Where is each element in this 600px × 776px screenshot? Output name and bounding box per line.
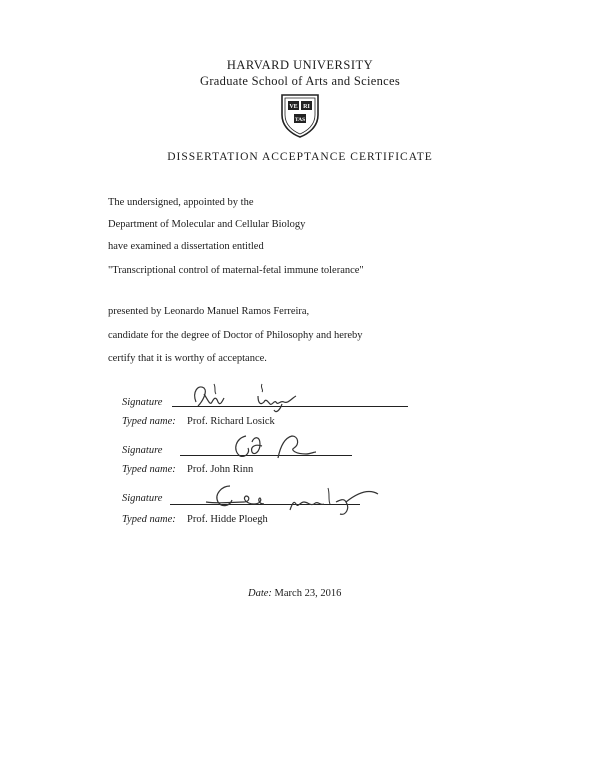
dissertation-title: "Transcriptional control of maternal-fetal immune tolerance" [108,265,364,276]
signature-label-2: Signature [122,445,163,456]
certify-line: certify that it is worthy of acceptance. [108,353,267,364]
signature-label-3: Signature [122,493,163,504]
date-line [248,588,341,599]
certificate-title: DISSERTATION ACCEPTANCE CERTIFICATE [167,151,433,163]
typed-name-1: Prof. Richard Losick [187,416,275,427]
shield-text-ri: RI [303,104,310,110]
university-name: HARVARD UNIVERSITY [226,58,374,72]
typed-name-label-2: Typed name: [122,464,176,475]
shield-text-tas: TAS [294,117,306,123]
harvard-shield-icon [280,93,320,139]
signature-label-1: Signature [122,397,163,408]
date-label: Date: [248,588,272,599]
presenter-line: presented by Leonardo Manuel Ramos Ferreira, [108,306,310,317]
handwritten-signature-2 [222,430,332,466]
typed-name-3: Prof. Hidde Ploegh [187,514,268,525]
handwritten-signature-1 [188,380,308,420]
date-value: March 23, 2016 [274,588,342,599]
body-line-1: The undersigned, appointed by the [108,197,254,208]
department-line: Department of Molecular and Cellular Biology [108,219,306,230]
school-name: Graduate School of Arts and Sciences [200,74,400,88]
typed-name-label-3: Typed name: [122,514,176,525]
candidate-line: candidate for the degree of Doctor of Philosophy and hereby [108,330,363,341]
typed-name-label-1: Typed name: [122,416,176,427]
body-line-3: have examined a dissertation entitled [108,241,264,252]
shield-text-ve: VE [289,104,298,110]
typed-name-2: Prof. John Rinn [187,464,254,475]
